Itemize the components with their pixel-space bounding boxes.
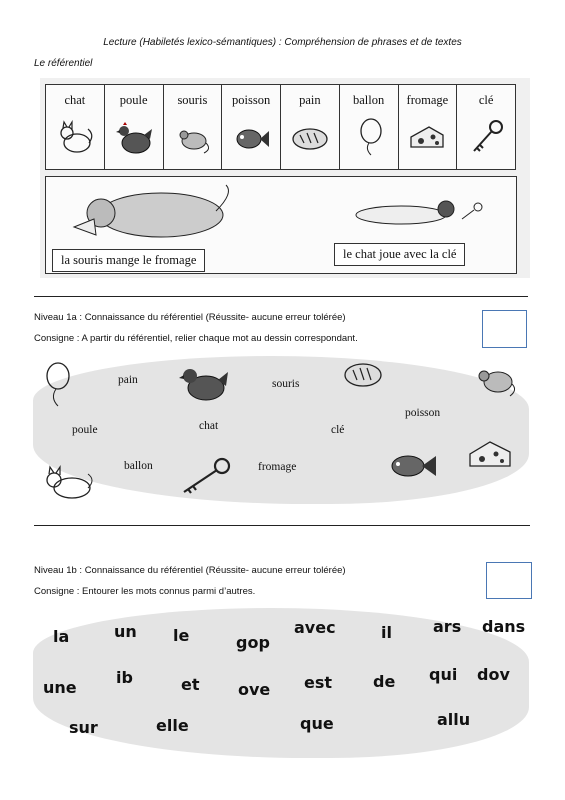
page-title: Lecture (Habiletés lexico-sémantiques) : Compréhension de phrases et de textes	[103, 37, 462, 48]
mouse-icon	[172, 117, 212, 157]
balloon-icon[interactable]	[42, 362, 74, 408]
word-label[interactable]: chat	[199, 420, 219, 432]
separator-line	[34, 296, 528, 297]
referentiel-grid	[45, 84, 516, 170]
sentence-caption: le chat joue avec la clé	[334, 243, 465, 266]
word-option[interactable]: dans	[482, 617, 526, 636]
word-option[interactable]: ib	[116, 668, 133, 687]
ref-word: poule	[119, 93, 148, 107]
bread-icon	[290, 117, 330, 157]
word-option[interactable]: le	[173, 626, 190, 645]
word-option[interactable]: ove	[238, 680, 271, 699]
key-icon[interactable]	[178, 456, 234, 496]
score-box-1a[interactable]	[482, 310, 527, 348]
word-option[interactable]: dov	[477, 665, 510, 684]
word-label[interactable]: clé	[331, 424, 345, 436]
ref-word: pain	[299, 93, 321, 107]
niveau-1a-instruction: Consigne : A partir du référentiel, relier chaque mot au dessin correspondant.	[34, 333, 358, 344]
ref-word: clé	[478, 93, 494, 107]
word-label[interactable]: pain	[118, 374, 138, 386]
word-option[interactable]: qui	[429, 665, 458, 684]
word-label[interactable]: poisson	[405, 407, 441, 419]
word-label[interactable]: souris	[272, 378, 300, 390]
mouse-eating-cheese-icon	[66, 183, 236, 243]
sentence-caption: la souris mange le fromage	[52, 249, 205, 272]
word-option[interactable]: une	[43, 678, 77, 697]
ref-word: chat	[64, 93, 86, 107]
ref-word: poisson	[232, 93, 271, 107]
word-option[interactable]: de	[373, 672, 396, 691]
word-option[interactable]: il	[381, 623, 392, 642]
fish-icon[interactable]	[384, 448, 440, 484]
word-option[interactable]: un	[114, 622, 137, 641]
bread-icon[interactable]	[343, 360, 383, 390]
cat-icon[interactable]	[40, 462, 96, 502]
word-label[interactable]: fromage	[258, 461, 297, 473]
word-option[interactable]: que	[300, 714, 334, 733]
ref-word: fromage	[406, 93, 449, 107]
ref-cell-fromage	[399, 85, 458, 169]
ref-cell-cle	[457, 85, 515, 169]
balloon-icon	[349, 117, 389, 157]
word-option[interactable]: sur	[69, 718, 98, 737]
ref-cell-poisson	[222, 85, 281, 169]
fish-icon	[231, 117, 271, 157]
hen-icon[interactable]	[178, 360, 230, 404]
ref-cell-pain	[281, 85, 340, 169]
word-option[interactable]: avec	[294, 618, 336, 637]
niveau-1b-instruction: Consigne : Entourer les mots connus parmi d’autres.	[34, 586, 256, 597]
ref-word: souris	[177, 93, 208, 107]
niveau-1b-heading: Niveau 1b : Connaissance du référentiel (Réussite- aucune erreur tolérée)	[34, 565, 346, 576]
hen-icon	[114, 117, 154, 157]
word-option[interactable]: allu	[437, 710, 471, 729]
word-option[interactable]: est	[304, 673, 333, 692]
key-icon	[466, 117, 506, 157]
word-option[interactable]: gop	[236, 633, 270, 652]
word-option[interactable]: ars	[433, 617, 462, 636]
section-title: Le référentiel	[34, 58, 93, 69]
cat-playing-key-icon	[346, 193, 496, 227]
word-option[interactable]: elle	[156, 716, 189, 735]
ref-cell-chat	[46, 85, 105, 169]
mouse-icon[interactable]	[474, 362, 518, 398]
word-option[interactable]: et	[181, 675, 200, 694]
word-label[interactable]: ballon	[124, 460, 153, 472]
cat-icon	[55, 117, 95, 157]
score-box-1b[interactable]	[486, 562, 532, 599]
ref-word: ballon	[353, 93, 385, 107]
word-option[interactable]: la	[53, 627, 70, 646]
word-label[interactable]: poule	[72, 424, 98, 436]
separator-line	[34, 525, 530, 526]
ref-cell-ballon	[340, 85, 399, 169]
ref-cell-poule	[105, 85, 164, 169]
referentiel-scene	[45, 176, 517, 274]
cheese-icon[interactable]	[466, 432, 514, 472]
ref-cell-souris	[164, 85, 223, 169]
niveau-1a-heading: Niveau 1a : Connaissance du référentiel (Réussite- aucune erreur tolérée)	[34, 312, 346, 323]
cheese-icon	[407, 117, 447, 157]
